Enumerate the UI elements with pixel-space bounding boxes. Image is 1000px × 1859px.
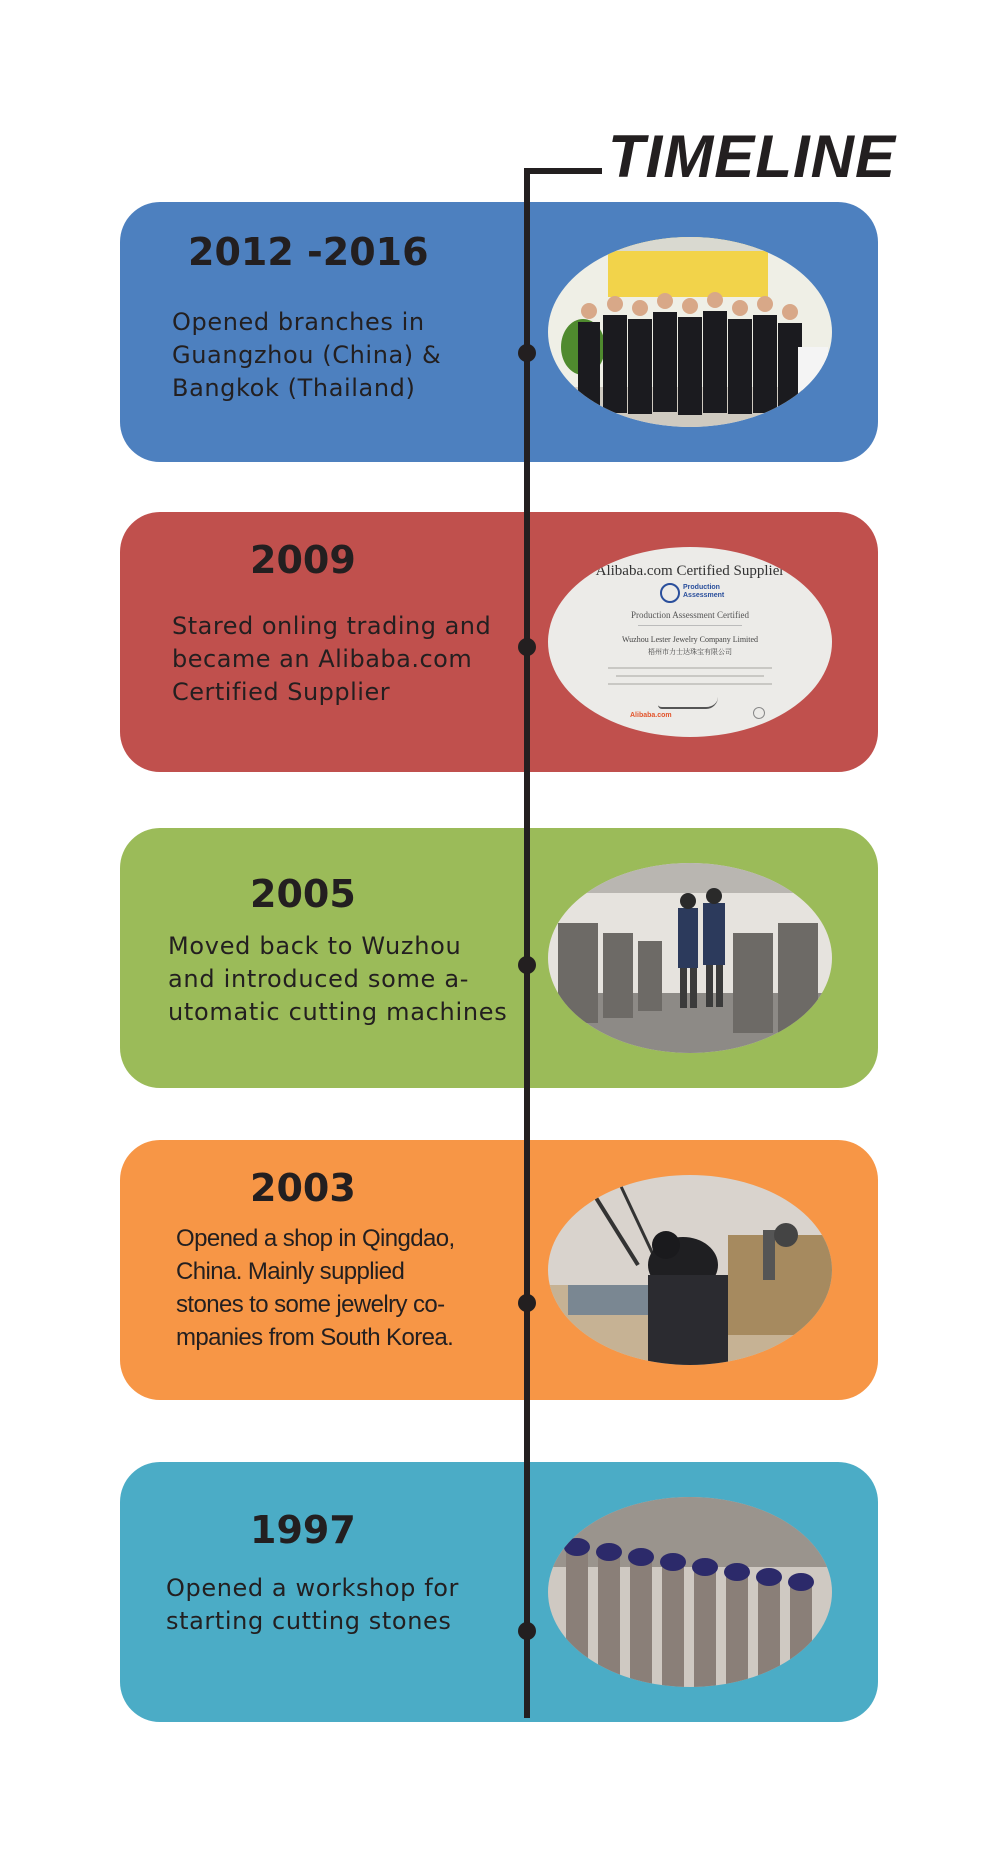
card-year: 1997 — [250, 1508, 356, 1552]
badge-line-2: Assessment — [683, 592, 725, 599]
badge-text — [683, 584, 724, 600]
timeline-dot — [518, 1294, 536, 1312]
certificate-company-cn: 梧州市力士达珠宝有限公司 — [648, 648, 732, 656]
card-description: Opened branches in Guangzhou (China) & Bangkok (Thailand) — [172, 308, 442, 402]
check-badge-icon — [660, 583, 680, 603]
factory-machines-photo — [548, 863, 832, 1053]
seal-icon — [753, 707, 765, 719]
title-connector — [524, 168, 602, 174]
signature-icon — [658, 697, 718, 709]
timeline-card-2003 — [120, 1140, 878, 1400]
certificate-subheading: Production Assessment Certified — [631, 610, 749, 620]
card-description: Stared onling trading and became an Alibaba.com Certified Supplier — [172, 612, 492, 706]
card-year: 2003 — [250, 1166, 356, 1210]
certificate-rule — [638, 625, 742, 626]
certificate-company: Wuzhou Lester Jewelry Company Limited — [621, 635, 759, 644]
card-description: Opened a workshop for starting cutting stones — [166, 1574, 460, 1635]
card-description: Opened a shop in Qingdao, China. Mainly supplied stones to some jewelry co- mpanies from South Korea. — [176, 1225, 455, 1351]
card-year: 2009 — [250, 538, 356, 582]
timeline-dot — [518, 956, 536, 974]
timeline-line — [524, 168, 530, 1718]
alibaba-certificate — [548, 547, 832, 737]
certificate-fine-print — [608, 667, 772, 691]
badge-line-1: Production — [683, 584, 720, 591]
timeline-dot — [518, 344, 536, 362]
timeline-card-2005 — [120, 828, 878, 1088]
timeline-title: TIMELINE — [608, 123, 896, 190]
card-year: 2012 -2016 — [188, 230, 429, 274]
timeline-dot — [518, 1622, 536, 1640]
card-year: 2005 — [250, 872, 356, 916]
certificate-heading: Alibaba.com Certified Supplier — [595, 563, 785, 579]
timeline-card-1997 — [120, 1462, 878, 1722]
staff-group-photo — [548, 237, 832, 427]
timeline-card-2012-2016 — [120, 202, 878, 462]
cut-stones-photo — [548, 1497, 832, 1687]
timeline-card-2009 — [120, 512, 878, 772]
workshop-photo — [548, 1175, 832, 1365]
timeline-dot — [518, 638, 536, 656]
card-description: Moved back to Wuzhou and introduced some a- utomatic cutting machines — [168, 932, 508, 1026]
certificate-brand: Alibaba.com — [630, 712, 672, 719]
